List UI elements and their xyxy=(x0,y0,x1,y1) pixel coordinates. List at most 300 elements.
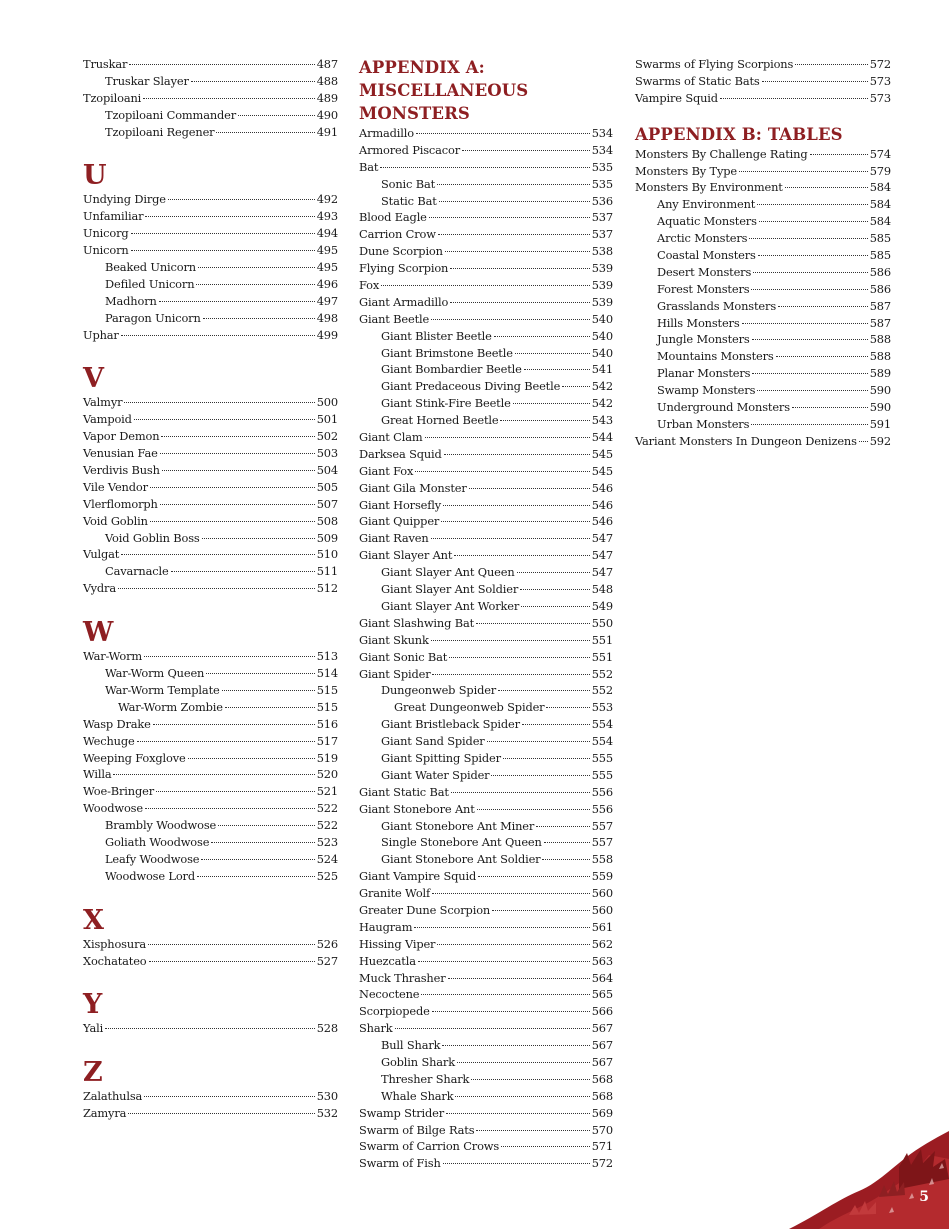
entry-name: Thresher Shark xyxy=(381,1071,470,1086)
toc-entry xyxy=(359,1088,613,1105)
entry-name: Jungle Monsters xyxy=(657,332,750,347)
toc-entry xyxy=(359,716,613,733)
entry-page: 540 xyxy=(591,345,613,360)
entry-name: Giant Slashwing Bat xyxy=(359,615,475,630)
toc-column-2 xyxy=(359,56,613,1172)
dot-leader xyxy=(134,419,315,420)
dot-leader xyxy=(197,876,315,877)
entry-page: 500 xyxy=(316,395,338,410)
entry-name: Woodwose Lord xyxy=(105,868,195,883)
dot-leader xyxy=(439,201,590,202)
toc-entry xyxy=(83,462,338,479)
toc-entry xyxy=(635,298,891,315)
entry-name: Verdivis Bush xyxy=(83,463,160,478)
entry-page: 590 xyxy=(869,383,891,398)
toc-entry xyxy=(635,348,891,365)
toc-entry xyxy=(83,546,338,563)
entry-name: Muck Thrasher xyxy=(359,970,446,985)
dot-leader xyxy=(438,234,590,235)
entry-name: Giant Slayer Ant xyxy=(359,548,453,563)
entry-name: Armadillo xyxy=(359,126,414,140)
toc-entry xyxy=(83,800,338,817)
entry-name: Giant Sand Spider xyxy=(381,734,485,749)
entry-name: Scorpiopede xyxy=(359,1004,430,1019)
entry-page: 498 xyxy=(316,310,338,325)
section-letter: Y xyxy=(83,989,103,1021)
appendix-heading: APPENDIX A: xyxy=(359,58,485,77)
entry-name: Brambly Woodwose xyxy=(105,818,217,833)
section-letter: X xyxy=(83,904,104,936)
toc-entry xyxy=(83,733,338,750)
toc-entry xyxy=(83,834,338,851)
entry-page: 539 xyxy=(591,278,613,293)
entry-name: Huezcatla xyxy=(359,953,416,968)
entry-name: Granite Wolf xyxy=(359,886,431,901)
entry-page: 547 xyxy=(591,531,613,546)
toc-entry xyxy=(635,416,891,433)
entry-page: 536 xyxy=(591,193,613,208)
entry-page: 501 xyxy=(316,412,338,427)
toc-entry xyxy=(359,1054,613,1071)
entry-page: 589 xyxy=(869,366,891,381)
dot-leader xyxy=(758,255,868,256)
dot-leader xyxy=(188,758,315,759)
entry-page: 489 xyxy=(316,90,338,105)
dot-leader xyxy=(515,353,590,354)
entry-page: 525 xyxy=(316,868,338,883)
entry-page: 524 xyxy=(316,851,338,866)
entry-name: Cavarnacle xyxy=(105,564,169,579)
toc-entry xyxy=(83,766,338,783)
entry-page: 586 xyxy=(869,281,891,296)
entry-name: Planar Monsters xyxy=(657,366,751,381)
toc-entry xyxy=(359,497,613,514)
entry-name: Single Stonebore Ant Queen xyxy=(381,835,542,850)
dot-leader xyxy=(469,488,590,489)
entry-page: 549 xyxy=(591,598,613,613)
dot-leader xyxy=(429,217,590,218)
entry-name: Monsters By Challenge Rating xyxy=(635,146,808,161)
entry-page: 496 xyxy=(316,276,338,291)
entry-name: Giant Beetle xyxy=(359,311,430,326)
toc-entry xyxy=(83,580,338,597)
toc-entry xyxy=(83,73,338,90)
section-letter: W xyxy=(83,617,114,649)
dot-leader xyxy=(380,167,589,168)
dot-leader xyxy=(414,927,589,928)
dot-leader xyxy=(562,386,590,387)
toc-entry xyxy=(359,902,613,919)
entry-name: Giant Armadillo xyxy=(359,294,449,309)
dot-leader xyxy=(218,825,315,826)
entry-name: Woodwose xyxy=(83,801,143,816)
dot-leader xyxy=(129,64,314,65)
toc-entry xyxy=(83,259,338,276)
entry-page: 519 xyxy=(316,750,338,765)
dot-leader xyxy=(522,724,590,725)
entry-page: 488 xyxy=(316,73,338,88)
entry-page: 495 xyxy=(316,260,338,275)
entry-name: Giant Brimstone Beetle xyxy=(381,345,513,360)
toc-entry xyxy=(359,1020,613,1037)
entry-name: Giant Stonebore Ant xyxy=(359,801,475,816)
entry-name: Woe-Bringer xyxy=(83,784,155,799)
entry-page: 584 xyxy=(869,197,891,212)
entry-name: War-Worm Queen xyxy=(105,666,205,681)
dot-leader xyxy=(742,323,868,324)
entry-page: 556 xyxy=(591,801,613,816)
entry-name: Giant Stink-Fire Beetle xyxy=(381,396,511,411)
toc-entry xyxy=(359,666,613,683)
entry-name: Swarms of Static Bats xyxy=(635,73,760,88)
toc-entry xyxy=(635,179,891,196)
dot-leader xyxy=(795,64,868,65)
entry-name: Swamp Strider xyxy=(359,1105,445,1120)
entry-page: 588 xyxy=(869,332,891,347)
toc-entry xyxy=(83,563,338,580)
entry-page: 534 xyxy=(591,142,613,157)
entry-name: Yali xyxy=(83,1021,104,1036)
entry-name: Monsters By Environment xyxy=(635,180,783,195)
entry-name: Variant Monsters In Dungeon Denizens xyxy=(635,433,857,448)
toc-entry xyxy=(83,530,338,547)
entry-page: 528 xyxy=(316,1021,338,1036)
entry-page: 512 xyxy=(316,581,338,596)
dot-leader xyxy=(759,221,868,222)
dot-leader xyxy=(443,505,590,506)
entry-name: Forest Monsters xyxy=(657,281,750,296)
entry-page: 540 xyxy=(591,328,613,343)
entry-page: 584 xyxy=(869,180,891,195)
dot-leader xyxy=(124,402,314,403)
entry-page: 542 xyxy=(591,396,613,411)
entry-page: 553 xyxy=(591,700,613,715)
dot-leader xyxy=(542,859,589,860)
entry-page: 499 xyxy=(316,327,338,342)
dot-leader xyxy=(446,1113,590,1114)
entry-name: Aquatic Monsters xyxy=(657,214,757,229)
corner-decoration xyxy=(779,1119,949,1229)
entry-name: War-Worm xyxy=(83,649,143,664)
dot-leader xyxy=(168,199,315,200)
entry-name: Vile Vendor xyxy=(83,479,148,494)
entry-page: 505 xyxy=(316,479,338,494)
dot-leader xyxy=(143,98,315,99)
entry-name: Swarm of Fish xyxy=(359,1156,441,1171)
entry-page: 570 xyxy=(591,1122,613,1137)
entry-name: Bat xyxy=(359,159,379,174)
entry-page: 527 xyxy=(316,953,338,968)
dot-leader xyxy=(416,133,590,134)
toc-entry xyxy=(83,868,338,885)
entry-page: 537 xyxy=(591,210,613,225)
dot-leader xyxy=(720,98,868,99)
entry-name: Armored Piscacor xyxy=(359,142,461,157)
dot-leader xyxy=(751,424,867,425)
entry-name: Willa xyxy=(83,767,112,782)
toc-entry xyxy=(83,394,338,411)
toc-entry xyxy=(359,193,613,210)
toc-column-3 xyxy=(635,56,891,450)
entry-page: 587 xyxy=(869,315,891,330)
entry-name: Giant Sonic Bat xyxy=(359,649,448,664)
toc-entry xyxy=(83,716,338,733)
dot-leader xyxy=(751,289,867,290)
toc-entry xyxy=(635,433,891,450)
toc-entry xyxy=(83,665,338,682)
entry-name: Tzopiloani Regener xyxy=(105,124,215,139)
entry-name: Unfamiliar xyxy=(83,209,144,224)
dot-leader xyxy=(753,272,868,273)
entry-page: 503 xyxy=(316,446,338,461)
entry-name: Paragon Unicorn xyxy=(105,310,201,325)
entry-name: Giant Quipper xyxy=(359,514,440,529)
entry-page: 571 xyxy=(591,1139,613,1154)
toc-entry xyxy=(359,176,613,193)
toc-entry xyxy=(359,851,613,868)
dot-leader xyxy=(121,554,314,555)
dot-leader xyxy=(513,403,590,404)
entry-page: 560 xyxy=(591,886,613,901)
dot-leader xyxy=(150,487,315,488)
dot-leader xyxy=(462,150,590,151)
entry-name: Carrion Crow xyxy=(359,227,436,242)
dot-leader xyxy=(476,1130,589,1131)
dot-leader xyxy=(161,436,314,437)
dot-leader xyxy=(105,1028,315,1029)
toc-entry xyxy=(359,733,613,750)
dot-leader xyxy=(145,216,314,217)
entry-page: 514 xyxy=(316,666,338,681)
entry-name: Giant Stonebore Ant Miner xyxy=(381,818,535,833)
toc-entry xyxy=(359,1122,613,1139)
toc-entry xyxy=(83,107,338,124)
dot-leader xyxy=(500,420,589,421)
dot-leader xyxy=(121,335,315,336)
entry-name: War-Worm Template xyxy=(105,682,220,697)
appendix-heading: APPENDIX B: TABLES xyxy=(635,124,843,144)
dot-leader xyxy=(198,267,315,268)
entry-name: Necoctene xyxy=(359,987,420,1002)
entry-page: 554 xyxy=(591,717,613,732)
toc-entry xyxy=(359,885,613,902)
entry-page: 555 xyxy=(591,767,613,782)
entry-page: 560 xyxy=(591,902,613,917)
toc-entry xyxy=(83,310,338,327)
entry-page: 492 xyxy=(316,192,338,207)
dot-leader xyxy=(487,741,590,742)
entry-name: Monsters By Type xyxy=(635,163,738,178)
toc-entry xyxy=(83,276,338,293)
entry-name: Grasslands Monsters xyxy=(657,298,777,313)
toc-entry xyxy=(635,281,891,298)
entry-name: War-Worm Zombie xyxy=(118,699,223,714)
entry-page: 568 xyxy=(591,1071,613,1086)
entry-page: 493 xyxy=(316,209,338,224)
dot-leader xyxy=(442,1045,589,1046)
dot-leader xyxy=(757,390,867,391)
entry-page: 521 xyxy=(316,784,338,799)
entry-page: 546 xyxy=(591,514,613,529)
toc-entry xyxy=(359,125,613,142)
toc-entry xyxy=(83,851,338,868)
dot-leader xyxy=(536,826,590,827)
toc-entry xyxy=(359,226,613,243)
toc-entry xyxy=(359,632,613,649)
dot-leader xyxy=(145,808,315,809)
dot-leader xyxy=(739,171,868,172)
dot-leader xyxy=(517,572,590,573)
dot-leader xyxy=(476,623,590,624)
toc-entry xyxy=(83,783,338,800)
entry-page: 572 xyxy=(869,57,891,71)
toc-entry xyxy=(359,615,613,632)
entry-name: Hissing Viper xyxy=(359,936,436,951)
entry-page: 513 xyxy=(316,649,338,664)
entry-name: Giant Horsefly xyxy=(359,497,442,512)
entry-name: Vulgat xyxy=(83,547,120,562)
dot-leader xyxy=(454,555,589,556)
dot-leader xyxy=(478,876,590,877)
toc-entry xyxy=(83,953,338,970)
entry-name: Goblin Shark xyxy=(381,1054,455,1069)
dot-leader xyxy=(752,339,868,340)
entry-page: 565 xyxy=(591,987,613,1002)
entry-name: Darksea Squid xyxy=(359,446,442,461)
entry-page: 556 xyxy=(591,784,613,799)
entry-name: Shark xyxy=(359,1021,393,1036)
entry-page: 530 xyxy=(316,1089,338,1104)
toc-entry xyxy=(83,327,338,344)
entry-name: Fox xyxy=(359,278,380,293)
toc-entry xyxy=(83,56,338,73)
toc-entry xyxy=(359,564,613,581)
dot-leader xyxy=(381,285,590,286)
dot-leader xyxy=(160,504,315,505)
entry-page: 585 xyxy=(869,248,891,263)
toc-entry xyxy=(359,328,613,345)
entry-name: Wechuge xyxy=(83,733,135,748)
dot-leader xyxy=(131,250,315,251)
entry-page: 552 xyxy=(591,666,613,681)
toc-entry xyxy=(359,834,613,851)
dot-leader xyxy=(785,187,868,188)
toc-entry xyxy=(83,411,338,428)
entry-name: Valmyr xyxy=(83,395,123,410)
toc-entry xyxy=(83,124,338,141)
dot-leader xyxy=(437,944,589,945)
toc-entry xyxy=(83,817,338,834)
entry-name: Swarms of Flying Scorpions xyxy=(635,57,794,71)
entry-page: 588 xyxy=(869,349,891,364)
toc-entry xyxy=(83,225,338,242)
dot-leader xyxy=(520,589,590,590)
dot-leader xyxy=(137,741,315,742)
entry-name: Any Environment xyxy=(657,197,756,212)
entry-name: Giant Bristleback Spider xyxy=(381,717,520,732)
entry-page: 511 xyxy=(316,564,338,579)
toc-entry xyxy=(83,1105,338,1122)
entry-name: Undying Dirge xyxy=(83,192,166,207)
entry-page: 509 xyxy=(316,530,338,545)
entry-name: Mountains Monsters xyxy=(657,349,774,364)
toc-entry xyxy=(359,936,613,953)
entry-page: 537 xyxy=(591,227,613,242)
entry-page: 526 xyxy=(316,936,338,951)
entry-page: 572 xyxy=(591,1156,613,1171)
entry-page: 558 xyxy=(591,852,613,867)
entry-name: Great Dungeonweb Spider xyxy=(394,700,545,715)
entry-name: Giant Blister Beetle xyxy=(381,328,492,343)
dot-leader xyxy=(450,268,589,269)
toc-entry xyxy=(635,146,891,163)
toc-entry xyxy=(359,1003,613,1020)
entry-name: Arctic Monsters xyxy=(657,231,748,246)
toc-entry xyxy=(635,331,891,348)
entry-name: Giant Slayer Ant Worker xyxy=(381,598,520,613)
toc-entry xyxy=(359,598,613,615)
toc-entry xyxy=(83,90,338,107)
toc-entry xyxy=(359,784,613,801)
entry-page: 545 xyxy=(591,463,613,478)
dot-leader xyxy=(432,893,590,894)
entry-name: Giant Bombardier Beetle xyxy=(381,362,522,377)
dot-leader xyxy=(521,606,590,607)
toc-entry xyxy=(83,293,338,310)
entry-name: Zalathulsa xyxy=(83,1089,143,1104)
entry-name: Leafy Woodwose xyxy=(105,851,200,866)
toc-entry xyxy=(359,260,613,277)
entry-page: 585 xyxy=(869,231,891,246)
toc-entry xyxy=(359,463,613,480)
entry-name: Defiled Unicorn xyxy=(105,276,195,291)
entry-page: 490 xyxy=(316,107,338,122)
dot-leader xyxy=(395,1028,590,1029)
entry-name: Venusian Fae xyxy=(83,446,158,461)
dot-leader xyxy=(149,961,315,962)
toc-entry xyxy=(359,1138,613,1155)
entry-page: 516 xyxy=(316,716,338,731)
dot-leader xyxy=(524,369,590,370)
entry-name: Swamp Monsters xyxy=(657,383,756,398)
toc-entry xyxy=(83,513,338,530)
dot-leader xyxy=(792,407,868,408)
dot-leader xyxy=(216,132,314,133)
toc-entry xyxy=(83,1088,338,1105)
toc-entry xyxy=(359,1037,613,1054)
toc-entry xyxy=(359,142,613,159)
entry-name: Vydra xyxy=(83,581,116,596)
entry-name: Vampire Squid xyxy=(635,90,718,105)
entry-page: 546 xyxy=(591,480,613,495)
entry-name: Giant Stonebore Ant Soldier xyxy=(381,852,541,867)
dot-leader xyxy=(113,774,314,775)
toc-entry xyxy=(83,1020,338,1037)
toc-entry xyxy=(83,648,338,665)
toc-entry xyxy=(359,345,613,362)
entry-page: 573 xyxy=(869,90,891,105)
dot-leader xyxy=(153,724,315,725)
entry-page: 555 xyxy=(591,750,613,765)
entry-name: Dune Scorpion xyxy=(359,244,443,259)
entry-name: Greater Dune Scorpion xyxy=(359,902,491,917)
entry-page: 517 xyxy=(316,733,338,748)
dot-leader xyxy=(162,470,315,471)
toc-entry xyxy=(83,699,338,716)
toc-entry xyxy=(635,230,891,247)
dot-leader xyxy=(443,1163,590,1164)
section-letter: Z xyxy=(83,1057,103,1089)
